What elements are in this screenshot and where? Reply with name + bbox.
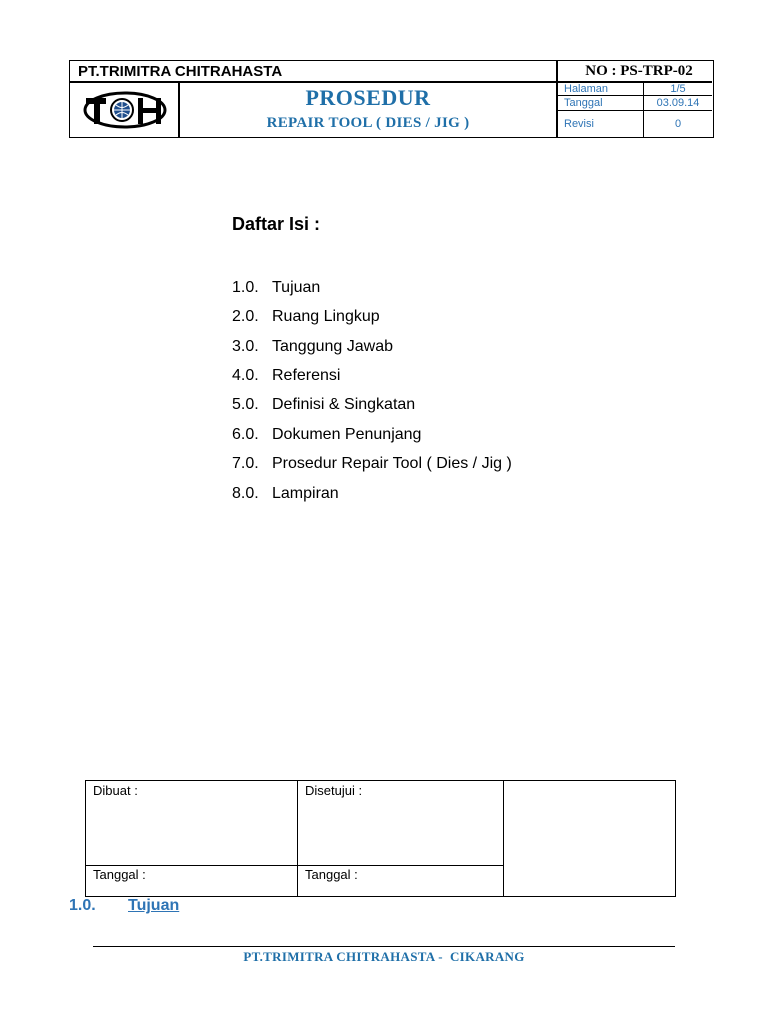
toc-item-number: 8.0. bbox=[232, 485, 259, 502]
toc-item-label: Tanggung Jawab bbox=[272, 338, 393, 355]
section-number: 1.0. bbox=[69, 897, 96, 914]
toc-item[interactable] bbox=[232, 455, 512, 473]
toc-item-label: Ruang Lingkup bbox=[272, 308, 380, 325]
meta-label-halaman: Halaman bbox=[564, 83, 609, 95]
header-divider bbox=[556, 95, 712, 96]
document-number: NO : PS-TRP-02 bbox=[585, 63, 693, 79]
approval-table bbox=[85, 780, 676, 897]
disetujui-label: Disetujui : bbox=[305, 783, 363, 798]
page-footer: PT.TRIMITRA CHITRAHASTA - CIKARANG bbox=[243, 949, 525, 964]
toc-item-label: Referensi bbox=[272, 367, 341, 384]
section-title: Tujuan bbox=[128, 897, 180, 914]
document-header bbox=[69, 60, 714, 138]
toc-item-number: 3.0. bbox=[232, 338, 259, 355]
toc-item-number: 1.0. bbox=[232, 279, 259, 296]
toc-item-label: Definisi & Singkatan bbox=[272, 396, 416, 413]
toc-item-label: Lampiran bbox=[272, 485, 339, 502]
meta-value-halaman: 1/5 bbox=[670, 83, 686, 95]
header-divider bbox=[556, 61, 558, 137]
toc-item-number: 4.0. bbox=[232, 367, 259, 384]
toc-item-label: Prosedur Repair Tool ( Dies / Jig ) bbox=[272, 455, 512, 472]
document-title: PROSEDUR bbox=[305, 85, 431, 110]
approval-divider bbox=[503, 781, 504, 896]
toc-item-number: 6.0. bbox=[232, 426, 259, 443]
toc-item-label: Dokumen Penunjang bbox=[272, 426, 422, 443]
toc-heading: Daftar Isi : bbox=[232, 214, 321, 234]
document-subtitle: REPAIR TOOL ( DIES / JIG ) bbox=[266, 115, 470, 131]
meta-value-tanggal: 03.09.14 bbox=[656, 97, 700, 109]
toc-item-number: 5.0. bbox=[232, 396, 259, 413]
approval-divider bbox=[86, 865, 503, 866]
section-heading bbox=[69, 897, 180, 915]
toc-item-number: 7.0. bbox=[232, 455, 259, 472]
dibuat-label: Dibuat : bbox=[93, 783, 138, 798]
toc-item[interactable] bbox=[232, 396, 415, 414]
approval-divider bbox=[297, 781, 298, 896]
toc-item[interactable] bbox=[232, 338, 393, 356]
toc-item[interactable] bbox=[232, 367, 340, 385]
meta-label-revisi: Revisi bbox=[564, 118, 594, 130]
header-divider bbox=[70, 81, 712, 83]
tanggal-right-label: Tanggal : bbox=[305, 867, 358, 882]
toc-item[interactable] bbox=[232, 279, 320, 297]
toc-item-label: Tujuan bbox=[272, 279, 321, 296]
footer-divider bbox=[93, 946, 675, 947]
meta-value-revisi: 0 bbox=[674, 118, 682, 130]
header-divider bbox=[556, 110, 712, 111]
toc-item[interactable] bbox=[232, 485, 339, 503]
meta-label-tanggal: Tanggal bbox=[564, 97, 603, 109]
toc-item[interactable] bbox=[232, 426, 421, 444]
company-name: PT.TRIMITRA CHITRAHASTA bbox=[78, 63, 283, 80]
company-logo bbox=[80, 89, 170, 131]
toc-item[interactable] bbox=[232, 308, 380, 326]
tanggal-left-label: Tanggal : bbox=[93, 867, 146, 882]
toc-item-number: 2.0. bbox=[232, 308, 259, 325]
